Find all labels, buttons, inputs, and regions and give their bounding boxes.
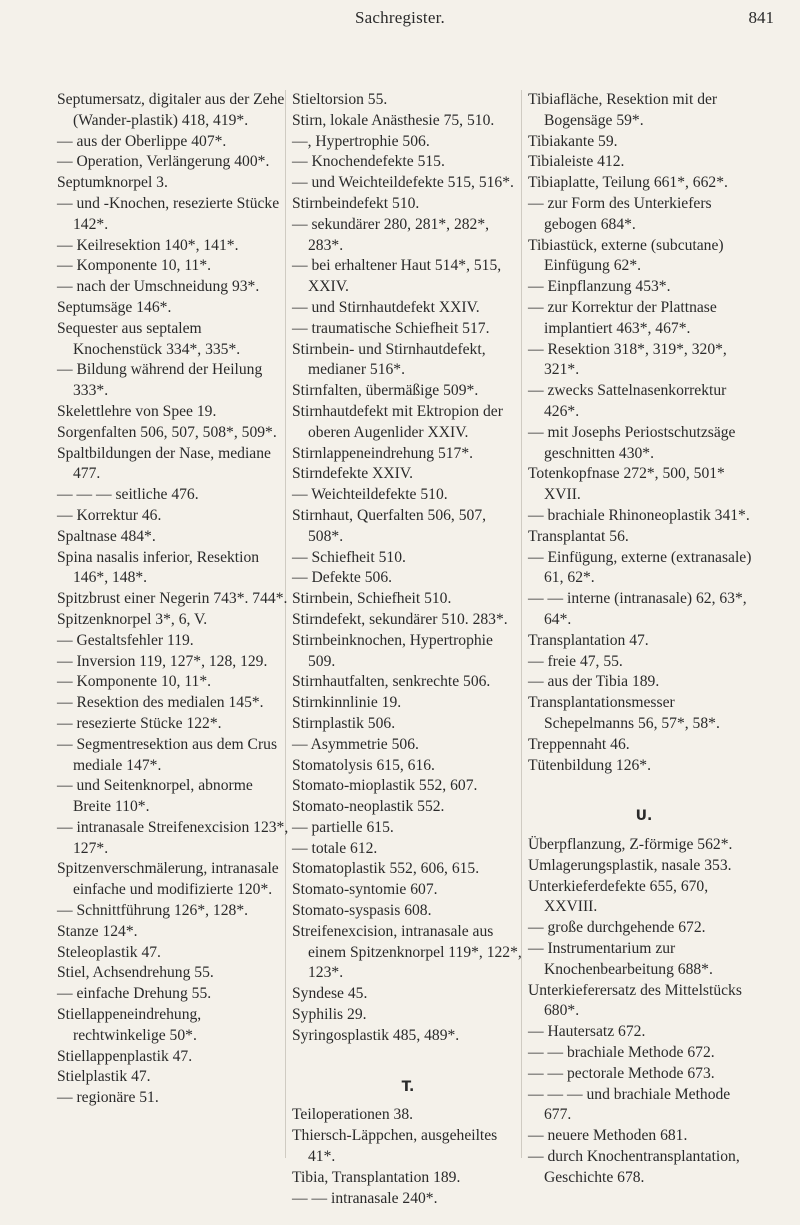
index-entry: Stirnhautdefekt mit Ektropion der oberen Augenlider XXIV. [292, 402, 503, 441]
index-subentry: — traumatische Schiefheit 517. [292, 319, 490, 337]
index-subentry: — — intranasale 240*. [292, 1189, 438, 1207]
index-entry: Stomato-syspasis 608. [292, 902, 432, 920]
section-letter-heading: T. [401, 1078, 415, 1095]
index-entry: Transplantation 47. [528, 631, 649, 649]
index-subentry: — Bildung während der Heilung 333*. [57, 361, 263, 400]
index-subentry: — aus der Tibia 189. [528, 673, 660, 691]
index-subentry: — Knochendefekte 515. [292, 153, 445, 171]
index-subentry: — und Stirnhautdefekt XXIV. [292, 298, 480, 316]
index-entry: Steleoplastik 47. [57, 943, 161, 961]
index-entry: Streifenexcision, intranasale aus einem Spitzenknorpel 119*, 122*, 123*. [292, 922, 522, 982]
index-subentry: — Instrumentarium zur Knochenbearbeitung 688*. [528, 940, 713, 978]
index-subentry: — totale 612. [292, 839, 378, 857]
index-column-2 [292, 90, 524, 1209]
index-entry: Spitzbrust einer Negerin 743*. 744*. [57, 590, 288, 608]
index-entry: Transplantat 56. [528, 527, 629, 545]
index-subentry: — durch Knochentransplantation, Geschichte 678. [528, 1148, 740, 1186]
index-subentry: — sekundärer 280, 281*, 282*, 283*. [292, 215, 490, 254]
index-subentry: — Hautersatz 672. [528, 1023, 646, 1041]
index-subentry: — Resektion 318*, 319*, 320*, 321*. [528, 340, 727, 379]
index-subentry: — Keilresektion 140*, 141*. [57, 236, 239, 254]
index-subentry: — Asymmetrie 506. [292, 735, 419, 753]
index-entry: Stirnkinnlinie 19. [292, 694, 402, 712]
page-number: 841 [748, 8, 774, 27]
index-entry: Stiellappeneindrehung, rechtwinkelige 50*. [57, 1006, 202, 1044]
index-entry: Stirn, lokale Anästhesie 75, 510. [292, 111, 495, 129]
index-entry: Tibia, Transplantation 189. [292, 1168, 461, 1186]
index-subentry: — und Weichteildefekte 515, 516*. [292, 174, 514, 192]
index-entry: Stirndefekte XXIV. [292, 465, 413, 483]
index-entry: Unterkieferdefekte 655, 670, XXVIII. [528, 877, 709, 916]
index-entry: Septumsäge 146*. [57, 298, 172, 316]
index-entry: Thiersch-Läppchen, ausgeheiltes 41*. [292, 1127, 498, 1166]
index-entry: Stirnbein, Schiefheit 510. [292, 590, 452, 608]
index-subentry: — Komponente 10, 11*. [57, 673, 212, 691]
section-letter-heading: U. [635, 808, 653, 825]
index-subentry: — Einpflanzung 453*. [528, 278, 671, 296]
index-column-1 [57, 90, 289, 1109]
index-subentry: — Operation, Verlängerung 400*. [57, 153, 270, 171]
index-subentry: — Gestaltsfehler 119. [57, 631, 194, 649]
index-entry: Septumersatz, digitaler aus der Zehe (Wander-plastik) 418, 419*. [57, 91, 285, 129]
running-header-title: Sachregister. [355, 8, 445, 27]
index-entry: Spina nasalis inferior, Resektion 146*, 148*. [57, 548, 260, 587]
index-entry: Tibiakante 59. [528, 132, 618, 150]
index-entry: Stirnbeindefekt 510. [292, 194, 420, 212]
index-entry: Skelettlehre von Spee 19. [57, 402, 217, 420]
index-subentry: — nach der Umschneidung 93*. [57, 278, 260, 296]
index-entry: Stirnhaut, Querfalten 506, 507, 508*. [292, 506, 487, 545]
index-entry: Stanze 124*. [57, 922, 138, 940]
index-subentry: — und -Knochen, resezierte Stücke 142*. [57, 194, 280, 233]
index-entry: Spitzenverschmälerung, intranasale einfache und modifizierte 120*. [57, 860, 279, 899]
index-entry: Stirnlappeneindrehung 517*. [292, 444, 474, 462]
index-entry: Stomatoplastik 552, 606, 615. [292, 860, 480, 878]
index-subentry: — — interne (intranasale) 62, 63*, 64*. [528, 590, 747, 628]
index-entry: Treppennaht 46. [528, 735, 630, 753]
index-entry: Sorgenfalten 506, 507, 508*, 509*. [57, 423, 277, 441]
index-entry: Syndese 45. [292, 985, 368, 1003]
index-subentry: — Einfügung, externe (extranasale) 61, 62*. [528, 548, 752, 587]
index-subentry: — brachiale Rhinoneoplastik 341*. [528, 506, 750, 524]
index-subentry: — einfache Drehung 55. [57, 985, 212, 1003]
index-subentry: — Inversion 119, 127*, 128, 129. [57, 652, 268, 670]
index-entry: Stirndefekt, sekundärer 510. 283*. [292, 610, 508, 628]
index-entry: Stiellappenplastik 47. [57, 1047, 193, 1065]
index-subentry: — zur Form des Unterkiefers gebogen 684*. [528, 194, 712, 233]
index-subentry: — Defekte 506. [292, 569, 393, 587]
index-subentry: — regionäre 51. [57, 1089, 159, 1107]
index-subentry: — — — und brachiale Methode 677. [528, 1085, 731, 1124]
index-subentry: — Komponente 10, 11*. [57, 257, 212, 275]
index-entry: Transplantationsmesser Schepelmanns 56, 57*, 58*. [528, 694, 720, 732]
index-subentry: — partielle 615. [292, 818, 394, 836]
index-entry: Stiel, Achsendrehung 55. [57, 964, 214, 982]
index-entry: Stieltorsion 55. [292, 91, 388, 108]
index-entry: Tibiastück, externe (subcutane) Einfügung 62*. [528, 236, 724, 275]
index-subentry: — zwecks Sattelnasenkorrektur 426*. [528, 382, 727, 420]
index-subentry: — bei erhaltener Haut 514*, 515, XXIV. [292, 257, 502, 296]
index-entry: Spitzenknorpel 3*, 6, V. [57, 610, 208, 628]
index-subentry: — aus der Oberlippe 407*. [57, 132, 227, 150]
index-entry: Unterkieferersatz des Mittelstücks 680*. [528, 981, 742, 1020]
index-entry: Stirnbein- und Stirnhautdefekt, medianer 516*. [292, 340, 486, 379]
index-entry: Stirnbeinknochen, Hypertrophie 509. [292, 631, 493, 670]
index-entry: Stomato-syntomie 607. [292, 881, 438, 899]
index-subentry: — mit Josephs Periostschutzsäge geschnitten 430*. [528, 423, 736, 462]
index-subentry: — — pectorale Methode 673. [528, 1064, 715, 1082]
index-entry: Tibiafläche, Resektion mit der Bogensäge 59*. [528, 91, 718, 129]
section-spacer [292, 1047, 524, 1069]
index-entry: Sequester aus septalem Knochenstück 334*, 335*. [57, 319, 241, 358]
index-entry: Spaltnase 484*. [57, 527, 156, 545]
index-subentry: — und Seitenknorpel, abnorme Breite 110*. [57, 777, 253, 816]
index-entry: Spaltbildungen der Nase, mediane 477. [57, 444, 271, 483]
index-subentry: — freie 47, 55. [528, 652, 623, 670]
index-entry: Stomato-mioplastik 552, 607. [292, 777, 478, 795]
index-entry: Stirnplastik 506. [292, 714, 396, 732]
index-subentry: — Resektion des medialen 145*. [57, 694, 264, 712]
index-subentry: — Schnittführung 126*, 128*. [57, 902, 249, 920]
index-subentry: — Schiefheit 510. [292, 548, 406, 566]
index-entry: Syphilis 29. [292, 1006, 367, 1024]
index-subentry: — Weichteildefekte 510. [292, 486, 448, 504]
index-entry: Teiloperationen 38. [292, 1106, 414, 1124]
index-subentry: — — — seitliche 476. [57, 486, 199, 504]
index-subentry: —, Hypertrophie 506. [292, 132, 430, 150]
index-entry: Tütenbildung 126*. [528, 756, 652, 774]
index-entry: Tibialeiste 412. [528, 153, 625, 171]
index-subentry: — große durchgehende 672. [528, 919, 706, 937]
index-entry: Überpflanzung, Z-förmige 562*. [528, 836, 733, 854]
index-entry: Umlagerungsplastik, nasale 353. [528, 856, 732, 874]
index-entry: Septumknorpel 3. [57, 174, 168, 192]
index-subentry: — neuere Methoden 681. [528, 1127, 688, 1145]
index-entry: Stomato-neoplastik 552. [292, 798, 445, 816]
index-entry: Stomatolysis 615, 616. [292, 756, 435, 774]
index-subentry: — intranasale Streifenexcision 123*, 127*. [57, 818, 289, 857]
index-subentry: — zur Korrektur der Plattnase implantiert 463*, 467*. [528, 298, 717, 337]
index-entry: Stielplastik 47. [57, 1068, 151, 1086]
index-entry: Stirnhautfalten, senkrechte 506. [292, 673, 491, 691]
index-column-3 [528, 90, 760, 1189]
index-entry: Totenkopfnase 272*, 500, 501* XVII. [528, 465, 725, 504]
section-spacer [528, 776, 760, 798]
index-entry: Tibiaplatte, Teilung 661*, 662*. [528, 174, 728, 192]
index-entry: Syringosplastik 485, 489*. [292, 1026, 460, 1044]
index-subentry: — — brachiale Methode 672. [528, 1044, 715, 1062]
index-subentry: — Korrektur 46. [57, 506, 162, 524]
index-entry: Stirnfalten, übermäßige 509*. [292, 382, 479, 400]
index-subentry: — Segmentresektion aus dem Crus mediale 147*. [57, 735, 278, 774]
index-subentry: — resezierte Stücke 122*. [57, 714, 222, 732]
